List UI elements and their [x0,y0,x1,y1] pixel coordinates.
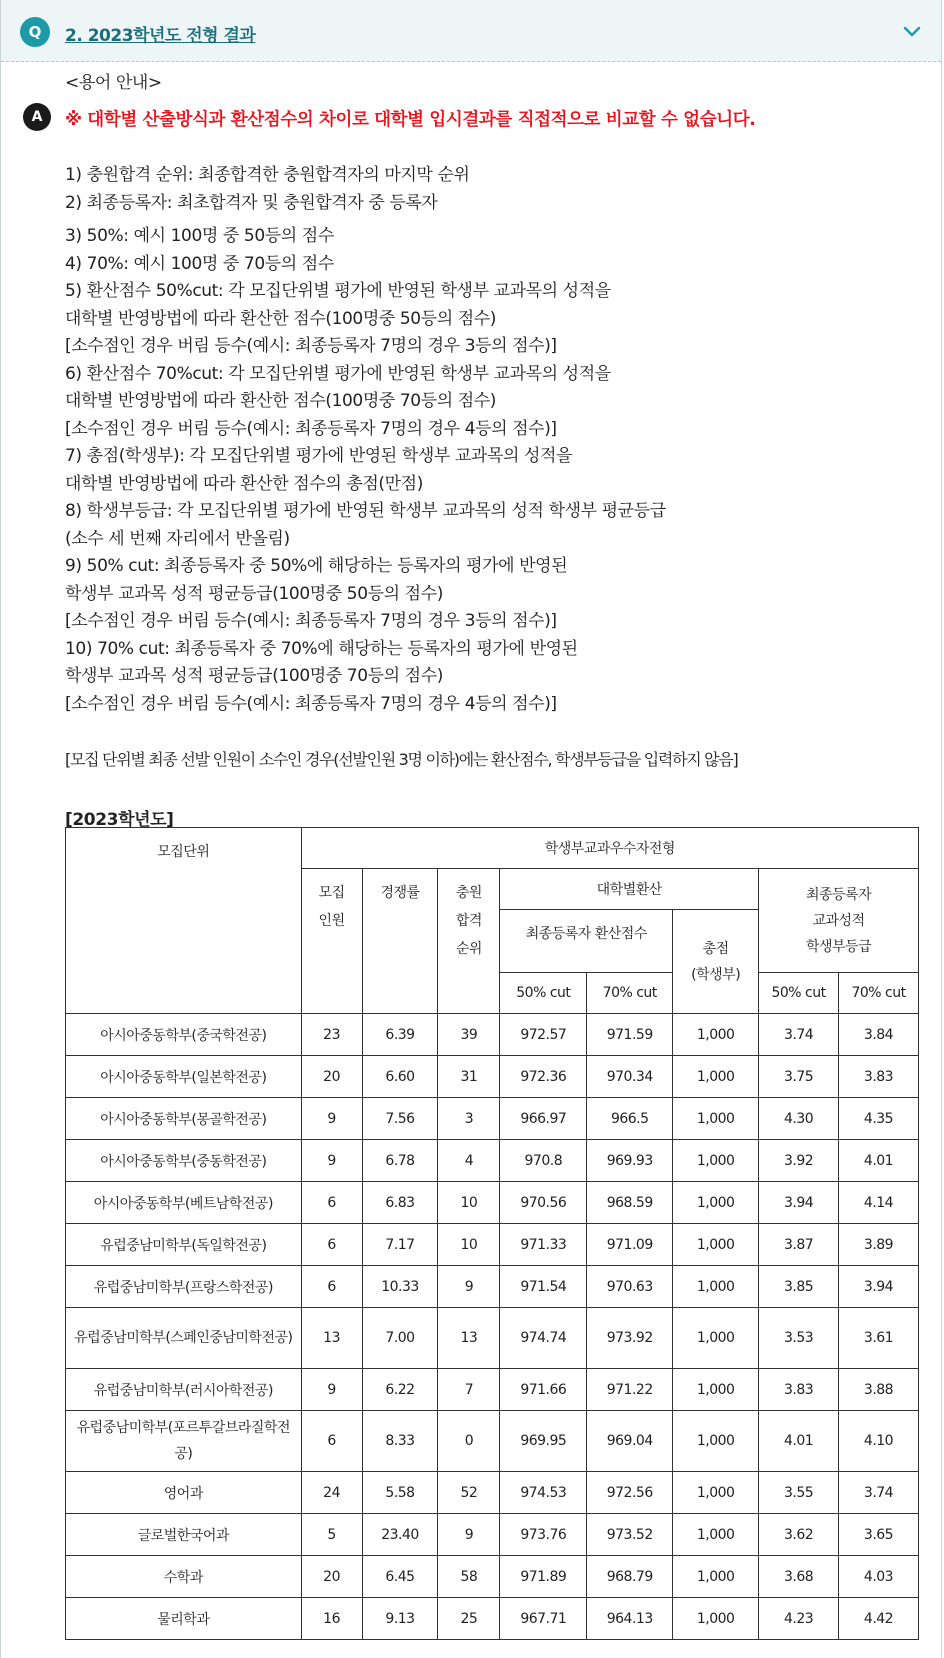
cell-conv50: 970.8 [500,1140,587,1182]
cell-conv50: 971.66 [500,1369,587,1411]
cell-quota: 9 [301,1098,362,1140]
cell-unit: 영어과 [66,1472,302,1514]
cell-quota: 24 [301,1472,362,1514]
cell-conv50: 973.76 [500,1514,587,1556]
definition-line: [소수점인 경우 버림 등수(예시: 최종등록자 7명의 경우 3등의 점수)] [65,336,557,356]
cell-quota: 6 [301,1266,362,1308]
cell-conv70: 970.63 [587,1266,673,1308]
cell-total: 1,000 [673,1014,759,1056]
cell-grade50: 3.85 [759,1266,839,1308]
cell-conv70: 973.52 [587,1514,673,1556]
header-unit: 모집단위 [66,828,302,1014]
cell-rate: 7.00 [362,1308,438,1369]
cell-grade70: 3.74 [839,1472,919,1514]
cell-rate: 6.22 [362,1369,438,1411]
cell-conv50: 970.56 [500,1182,587,1224]
table-row [66,1056,919,1098]
cell-unit: 글로벌한국어과 [66,1514,302,1556]
cell-rank: 0 [438,1411,500,1472]
cell-grade50: 3.74 [759,1014,839,1056]
cell-grade70: 3.61 [839,1308,919,1369]
cell-unit: 유럽중남미학부(포르투갈브라질학전공) [66,1411,302,1472]
table-row [66,1224,919,1266]
cell-quota: 16 [301,1598,362,1640]
cell-total: 1,000 [673,1514,759,1556]
definition-line: 5) 환산점수 50%cut: 각 모집단위별 평가에 반영된 학생부 교과목의 성적을 [65,281,611,301]
cell-grade50: 3.68 [759,1556,839,1598]
cell-rank: 58 [438,1556,500,1598]
cell-quota: 5 [301,1514,362,1556]
cell-quota: 9 [301,1140,362,1182]
cell-quota: 20 [301,1556,362,1598]
table-row [66,1308,919,1369]
definition-line: 대학별 반영방법에 따라 환산한 점수(100명중 70등의 점수) [65,391,497,411]
table-row [66,1514,919,1556]
guide-title: <용어 안내> [65,73,162,93]
cell-unit: 유럽중남미학부(독일학전공) [66,1224,302,1266]
cell-rate: 6.39 [362,1014,438,1056]
definition-line: 대학별 반영방법에 따라 환산한 점수의 총점(만점) [65,473,423,494]
table-body [66,1014,919,1640]
header-cut50: 50% cut [500,973,587,1014]
cell-quota: 6 [301,1224,362,1266]
cell-total: 1,000 [673,1266,759,1308]
definition-line: 7) 총점(학생부): 각 모집단위별 평가에 반영된 학생부 교과목의 성적을 [65,446,573,466]
cell-conv70: 971.59 [587,1014,673,1056]
cell-total: 1,000 [673,1598,759,1640]
cell-conv70: 968.79 [587,1556,673,1598]
header-grade50: 50% cut [759,973,839,1014]
answer-badge: A [23,103,51,131]
cell-quota: 6 [301,1182,362,1224]
table-row [66,1182,919,1224]
cell-grade50: 3.87 [759,1224,839,1266]
cell-unit: 아시아중동학부(일본학전공) [66,1056,302,1098]
cell-grade50: 4.01 [759,1411,839,1472]
cell-conv50: 971.33 [500,1224,587,1266]
cell-rank: 9 [438,1266,500,1308]
definition-line: 4) 70%: 예시 100명 중 70등의 점수 [65,253,334,274]
cell-grade50: 3.92 [759,1140,839,1182]
cell-quota: 13 [301,1308,362,1369]
question-title-link[interactable]: 2. 2023학년도 전형 결과 [65,26,256,46]
definition-line: 3) 50%: 예시 100명 중 50등의 점수 [65,226,334,246]
cell-rate: 5.58 [362,1472,438,1514]
cell-grade50: 3.75 [759,1056,839,1098]
cell-conv50: 969.95 [500,1411,587,1472]
question-header[interactable] [1,0,941,62]
cell-rate: 6.78 [362,1140,438,1182]
header-quota: 모집 인원 [301,869,362,1014]
cell-rank: 10 [438,1182,500,1224]
cell-grade70: 4.01 [839,1140,919,1182]
definition-line: 학생부 교과목 성적 평균등급(100명중 70등의 점수) [65,666,443,686]
header-grade70: 70% cut [839,973,919,1014]
cell-grade70: 3.65 [839,1514,919,1556]
cell-unit: 아시아중동학부(몽골학전공) [66,1098,302,1140]
definition-line: 2) 최종등록자: 최초합격자 및 충원합격자 중 등록자 [65,192,438,213]
cell-conv50: 972.36 [500,1056,587,1098]
table-row [66,1598,919,1640]
cell-rank: 39 [438,1014,500,1056]
cell-conv70: 969.93 [587,1140,673,1182]
definition-line: 10) 70% cut: 최종등록자 중 70%에 해당하는 등록자의 평가에 반영된 [65,638,578,659]
table-row [66,1266,919,1308]
admission-results-table [65,827,919,1640]
cell-conv70: 966.5 [587,1098,673,1140]
cell-grade70: 4.10 [839,1411,919,1472]
table-row [66,1411,919,1472]
cell-total: 1,000 [673,1411,759,1472]
cell-conv70: 973.92 [587,1308,673,1369]
cell-rank: 3 [438,1098,500,1140]
cell-rate: 6.45 [362,1556,438,1598]
header-total: 총점 (학생부) [673,910,759,1014]
cell-conv70: 971.09 [587,1224,673,1266]
cell-conv50: 966.97 [500,1098,587,1140]
cell-conv70: 968.59 [587,1182,673,1224]
table-row [66,1369,919,1411]
cell-rate: 7.56 [362,1098,438,1140]
cell-conv50: 967.71 [500,1598,587,1640]
cell-grade70: 3.88 [839,1369,919,1411]
definition-line: [소수점인 경우 버림 등수(예시: 최종등록자 7명의 경우 3등의 점수)] [65,611,557,631]
cell-unit: 수학과 [66,1556,302,1598]
cell-grade50: 4.23 [759,1598,839,1640]
header-track: 학생부교과우수자전형 [301,828,918,869]
table-row [66,1472,919,1514]
cell-rate: 8.33 [362,1411,438,1472]
cell-grade50: 3.94 [759,1182,839,1224]
cell-total: 1,000 [673,1140,759,1182]
cell-grade70: 4.42 [839,1598,919,1640]
cell-conv50: 974.74 [500,1308,587,1369]
cell-total: 1,000 [673,1056,759,1098]
cell-unit: 아시아중동학부(중국학전공) [66,1014,302,1056]
cell-rank: 9 [438,1514,500,1556]
cell-conv70: 969.04 [587,1411,673,1472]
cell-rate: 6.60 [362,1056,438,1098]
definition-line: (소수 세 번째 자리에서 반올림) [65,528,290,549]
cell-grade70: 3.94 [839,1266,919,1308]
header-rank: 충원 합격 순위 [438,869,500,1014]
cell-rank: 31 [438,1056,500,1098]
cell-grade70: 4.14 [839,1182,919,1224]
cell-grade50: 4.30 [759,1098,839,1140]
definition-line: 8) 학생부등급: 각 모집단위별 평가에 반영된 학생부 교과목의 성적 학생부 평균등급 [65,501,666,521]
cell-conv50: 971.54 [500,1266,587,1308]
cell-total: 1,000 [673,1098,759,1140]
definition-line: 학생부 교과목 성적 평균등급(100명중 50등의 점수) [65,583,443,604]
cell-conv50: 971.89 [500,1556,587,1598]
cell-rate: 10.33 [362,1266,438,1308]
definition-line: 1) 충원합격 순위: 최종합격한 충원합격자의 마지막 순위 [65,165,470,185]
year-label: [2023학년도] [65,810,174,830]
table-row [66,1098,919,1140]
cell-quota: 9 [301,1369,362,1411]
cell-conv70: 964.13 [587,1598,673,1640]
cell-total: 1,000 [673,1556,759,1598]
cell-grade50: 3.53 [759,1308,839,1369]
cell-unit: 아시아중동학부(베트남학전공) [66,1182,302,1224]
header-univ-conv: 대학별환산 [500,869,759,910]
header-conv-score: 최종등록자 환산점수 [500,910,673,973]
cell-unit: 아시아중동학부(중동학전공) [66,1140,302,1182]
cell-rate: 7.17 [362,1224,438,1266]
definition-line: 9) 50% cut: 최종등록자 중 50%에 해당하는 등록자의 평가에 반영된 [65,556,568,576]
cell-grade70: 3.84 [839,1014,919,1056]
table-row [66,1014,919,1056]
cell-quota: 23 [301,1014,362,1056]
cell-rank: 4 [438,1140,500,1182]
cell-conv70: 972.56 [587,1472,673,1514]
cell-total: 1,000 [673,1308,759,1369]
cell-unit: 물리학과 [66,1598,302,1640]
definition-line: 대학별 반영방법에 따라 환산한 점수(100명중 50등의 점수) [65,308,497,329]
chevron-down-icon[interactable] [901,20,923,42]
cell-rank: 52 [438,1472,500,1514]
cell-conv50: 972.57 [500,1014,587,1056]
cell-rank: 10 [438,1224,500,1266]
cell-grade70: 4.35 [839,1098,919,1140]
cell-total: 1,000 [673,1224,759,1266]
warning-text: ※ 대학별 산출방식과 환산점수의 차이로 대학별 입시결과를 직접적으로 비교할 수 없습니다. [65,110,756,130]
cell-grade70: 3.89 [839,1224,919,1266]
cell-grade70: 4.03 [839,1556,919,1598]
header-final-grade: 최종등록자 교과성적 학생부등급 [759,869,919,973]
definition-line: 6) 환산점수 70%cut: 각 모집단위별 평가에 반영된 학생부 교과목의 성적을 [65,363,611,384]
cell-rate: 9.13 [362,1598,438,1640]
note-text: [모집 단위별 최종 선발 인원이 소수인 경우(선발인원 3명 이하)에는 환산점수, 학생부등급을 입력하지 않음] [65,750,738,769]
cell-unit: 유럽중남미학부(스페인중남미학전공) [66,1308,302,1369]
cell-grade50: 3.55 [759,1472,839,1514]
cell-quota: 20 [301,1056,362,1098]
definition-list [65,162,666,718]
cell-rate: 23.40 [362,1514,438,1556]
table-row [66,1140,919,1182]
cell-rank: 13 [438,1308,500,1369]
cell-grade50: 3.83 [759,1369,839,1411]
cell-grade50: 3.62 [759,1514,839,1556]
definition-line: [소수점인 경우 버림 등수(예시: 최종등록자 7명의 경우 4등의 점수)] [65,693,557,714]
definition-line: [소수점인 경우 버림 등수(예시: 최종등록자 7명의 경우 4등의 점수)] [65,418,557,439]
cell-rank: 7 [438,1369,500,1411]
cell-unit: 유럽중남미학부(러시아학전공) [66,1369,302,1411]
header-rate: 경쟁률 [362,869,438,1014]
cell-grade70: 3.83 [839,1056,919,1098]
cell-unit: 유럽중남미학부(프랑스학전공) [66,1266,302,1308]
header-cut70: 70% cut [587,973,673,1014]
cell-total: 1,000 [673,1182,759,1224]
question-badge: Q [20,17,50,47]
table-header [66,828,919,1014]
cell-rank: 25 [438,1598,500,1640]
table-row [66,1556,919,1598]
cell-conv70: 970.34 [587,1056,673,1098]
cell-conv50: 974.53 [500,1472,587,1514]
cell-quota: 6 [301,1411,362,1472]
cell-rate: 6.83 [362,1182,438,1224]
cell-conv70: 971.22 [587,1369,673,1411]
cell-total: 1,000 [673,1472,759,1514]
cell-total: 1,000 [673,1369,759,1411]
